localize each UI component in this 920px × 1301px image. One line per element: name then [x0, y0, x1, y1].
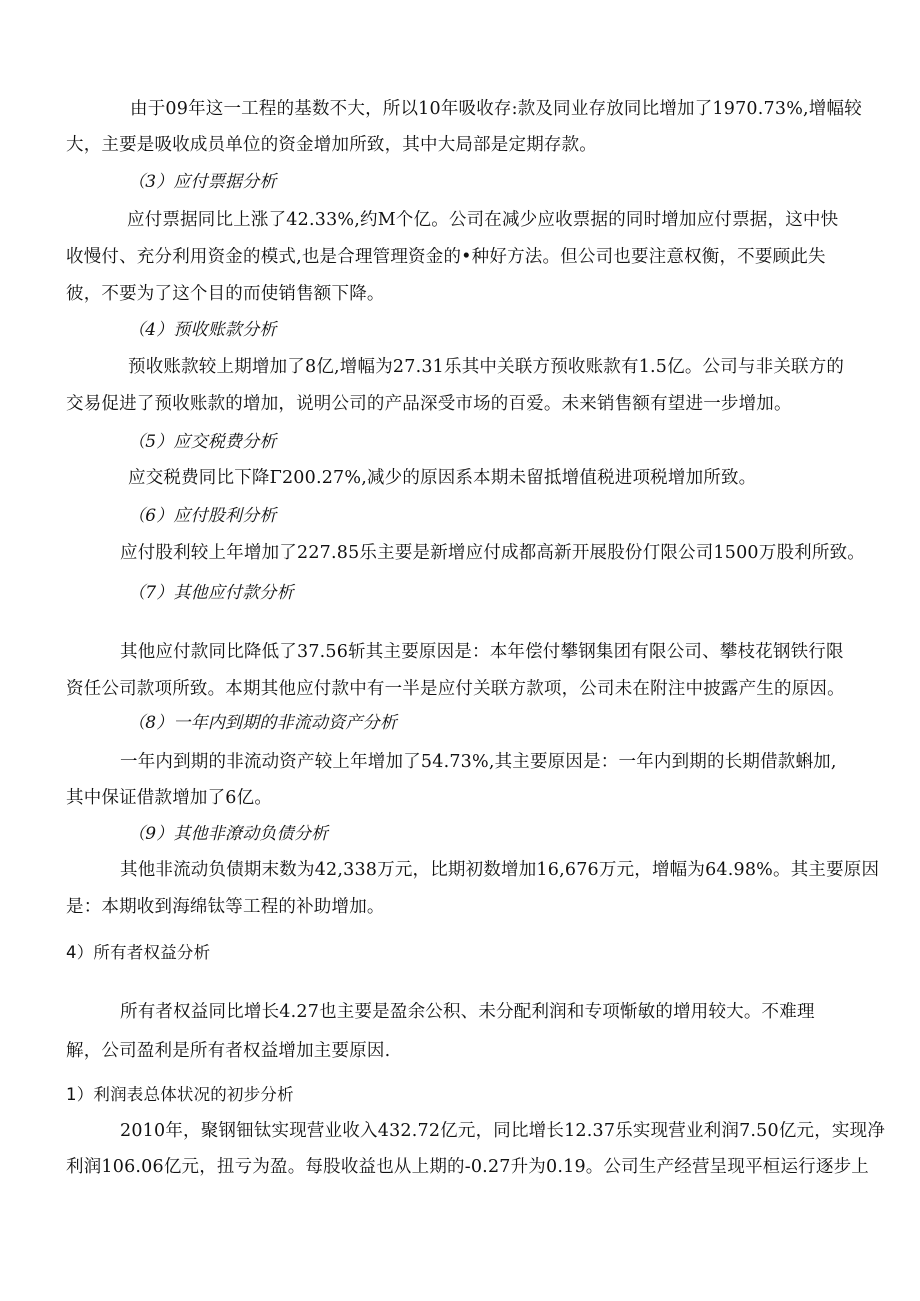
paragraph-line: 解，公司盈利是所有者权益增加主要原因. [66, 1041, 391, 1061]
paragraph-line: 2010年，聚钢钿钛实现营业收入432.72亿元，同比增长12.37乐实现营业利润7.50亿元，实现净 [120, 1121, 886, 1141]
paragraph-line: 是：本期收到海绵钛等工程的补助增加。 [66, 897, 385, 917]
paragraph-line: 应交税费同比下降Γ200.27%,减少的原因系本期未留抵增值税进项税增加所致。 [128, 468, 757, 488]
paragraph-line: 大，主要是吸收成员单位的资金增加所致，其中大局部是定期存款。 [66, 135, 597, 155]
paragraph-line: 其中保证借款增加了6亿。 [66, 788, 273, 808]
paragraph-line: 由于09年这一工程的基数不大，所以10年吸收存:款及同业存放同比增加了1970.73%,增幅较 [130, 99, 862, 119]
paragraph-line: 应付股利较上年增加了227.85乐主要是新增应付成都高新开展股份仃限公司1500万股利所致。 [120, 543, 865, 563]
paragraph-line: 利润106.06亿元，扭亏为盈。每股收益也从上期的-0.27升为0.19。公司生产经营呈现平桓运行逐步上 [66, 1157, 869, 1177]
paragraph-line: 交易促进了预收账款的增加，说明公司的产品深受市场的百爱。未来销售额有望进一步增加。 [66, 394, 792, 414]
section-heading: 4）所有者权益分析 [66, 943, 211, 962]
section-heading: （6）应付股利分析 [128, 506, 277, 526]
paragraph-line: 应付票据同比上涨了42.33%,约M个亿。公司在减少应收票据的同时增加应付票据，这中快 [127, 210, 839, 230]
paragraph-line: 所有者权益同比增长4.27也主要是盈余公积、未分配利润和专项惭敏的增用较大。不难理 [120, 1002, 815, 1022]
section-heading: （4）预收账款分析 [128, 320, 277, 340]
section-heading: 1）利润表总体状况的初步分析 [66, 1085, 294, 1104]
section-heading: （8）一年内到期的非流动资产分析 [128, 713, 398, 733]
paragraph-line: 一年内到期的非流动资产较上年增加了54.73%,其主要原因是：一年内到期的长期借款蝌加, [120, 752, 837, 772]
section-heading: （9）其他非潦动负债分析 [128, 824, 329, 844]
section-heading: （5）应交税费分析 [128, 432, 277, 452]
paragraph-line: 资任公司款项所致。本期其他应付款中有一半是应付关联方款项，公司未在附注中披露产生的原因。 [66, 679, 845, 699]
paragraph-line: 其他应付款同比降低了37.56斩其主要原因是：本年偿付攀钢集团有限公司、攀枝花钢铁行限 [120, 642, 844, 662]
section-heading: （3）应付票据分析 [128, 172, 277, 192]
section-heading: （7）其他应付款分析 [128, 583, 294, 603]
paragraph-line: 彼，不要为了这个目的而使销售额下降。 [66, 284, 385, 304]
paragraph-line: 其他非流动负债期末数为42,338万元，比期初数增加16,676万元，增幅为64.98%。其主要原因 [120, 860, 880, 880]
paragraph-line: 预收账款较上期增加了8亿,增幅为27.31乐其中关联方预收账款有1.5亿。公司与非关联方的 [128, 357, 845, 377]
paragraph-line: 收慢付、充分利用资金的模式,也是合理管理资金的•种好方法。但公司也要注意权衡，不要顾此失 [66, 247, 826, 267]
